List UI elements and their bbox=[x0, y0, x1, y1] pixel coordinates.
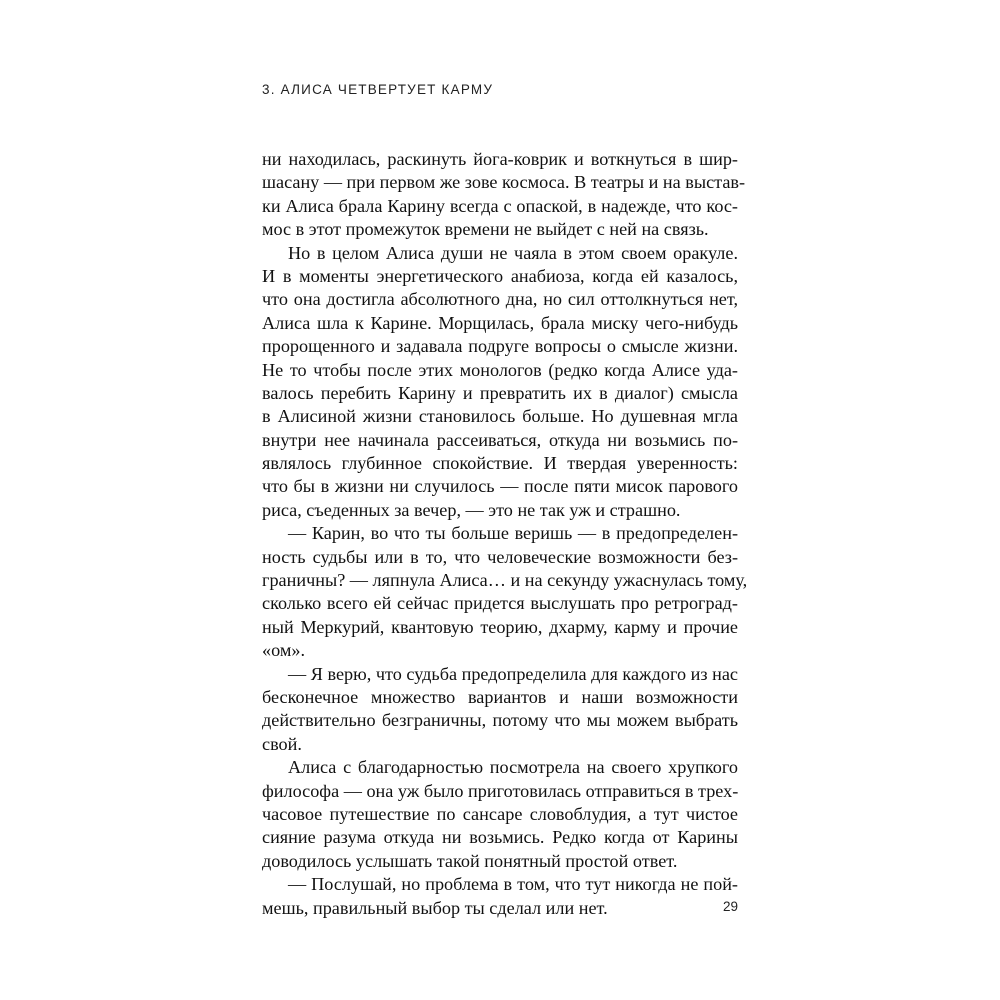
text-line: Не то чтобы после этих монологов (редко когда Алисе уда- bbox=[262, 359, 738, 380]
text-line: философа — она уж было приготовилась отправиться в трех- bbox=[262, 780, 739, 801]
text-line: внутри нее начинала рассеиваться, откуда ни возьмись по- bbox=[262, 429, 738, 450]
text-line: риса, съеденных за вечер, — это не так уж и страшно. bbox=[262, 499, 681, 520]
text-line: — Я верю, что судьба предопределила для каждого из нас bbox=[288, 663, 738, 684]
text-line: — Карин, во что ты больше веришь — в предопределен- bbox=[288, 523, 738, 544]
text-line: шасану — при первом же зове космоса. В театры и на выстав- bbox=[262, 172, 746, 193]
body-text bbox=[262, 148, 748, 920]
text-line: ки Алиса брала Карину всегда с опаской, в надежде, что кос- bbox=[262, 195, 738, 216]
text-line: действительно безграничны, потому что мы можем выбрать bbox=[262, 710, 738, 731]
text-line: Алиса с благодарностью посмотрела на своего хрупкого bbox=[288, 757, 738, 778]
text-line: ность судьбы или в то, что человеческие возможности без- bbox=[262, 546, 738, 567]
text-line: Алиса шла к Карине. Морщилась, брала миску чего-нибудь bbox=[262, 312, 738, 333]
running-header: 3. АЛИСА ЧЕТВЕРТУЕТ КАРМУ bbox=[262, 82, 494, 97]
text-line: что она достигла абсолютного дна, но сил оттолкнуться нет, bbox=[262, 289, 738, 310]
text-line: мос в этот промежуток времени не выйдет с ней на связь. bbox=[262, 219, 709, 240]
text-line: бесконечное множество вариантов и наши возможности bbox=[262, 686, 738, 707]
text-line: сколько всего ей сейчас придется выслушать про ретроград- bbox=[262, 593, 738, 614]
text-line: часовое путешествие по сансаре словоблудия, а тут чистое bbox=[262, 803, 738, 824]
text-line: что бы в жизни ни случилось — после пяти мисок парового bbox=[262, 476, 738, 497]
text-line: «ом». bbox=[262, 640, 305, 661]
text-line: Но в целом Алиса души не чаяла в этом своем оракуле. bbox=[288, 242, 738, 263]
text-line: мешь, правильный выбор ты сделал или нет. bbox=[262, 897, 608, 918]
text-line: доводилось услышать такой понятный простой ответ. bbox=[262, 850, 678, 871]
text-line: в Алисиной жизни становилось больше. Но душевная мгла bbox=[262, 406, 738, 427]
text-line: ный Меркурий, квантовую теорию, дхарму, карму и прочие bbox=[262, 616, 738, 637]
text-line: валось перебить Карину и превратить их в диалог) смысла bbox=[262, 382, 738, 403]
text-line: — Послушай, но проблема в том, что тут никогда не пой- bbox=[288, 874, 738, 895]
text-line: свой. bbox=[262, 733, 302, 754]
text-line: ни находилась, раскинуть йога-коврик и воткнуться в шир- bbox=[262, 149, 738, 169]
text-line: пророщенного и задавала подруге вопросы о смысле жизни. bbox=[262, 336, 738, 357]
text-line: сияние разума откуда ни возьмись. Редко когда от Карины bbox=[262, 827, 738, 848]
text-line: граничны? — ляпнула Алиса… и на секунду ужаснулась тому, bbox=[262, 570, 748, 591]
text-line: И в моменты энергетического анабиоза, когда ей казалось, bbox=[262, 265, 738, 286]
text-line: являлось глубинное спокойствие. И твердая уверенность: bbox=[262, 453, 738, 474]
page-number: 29 bbox=[722, 899, 738, 914]
